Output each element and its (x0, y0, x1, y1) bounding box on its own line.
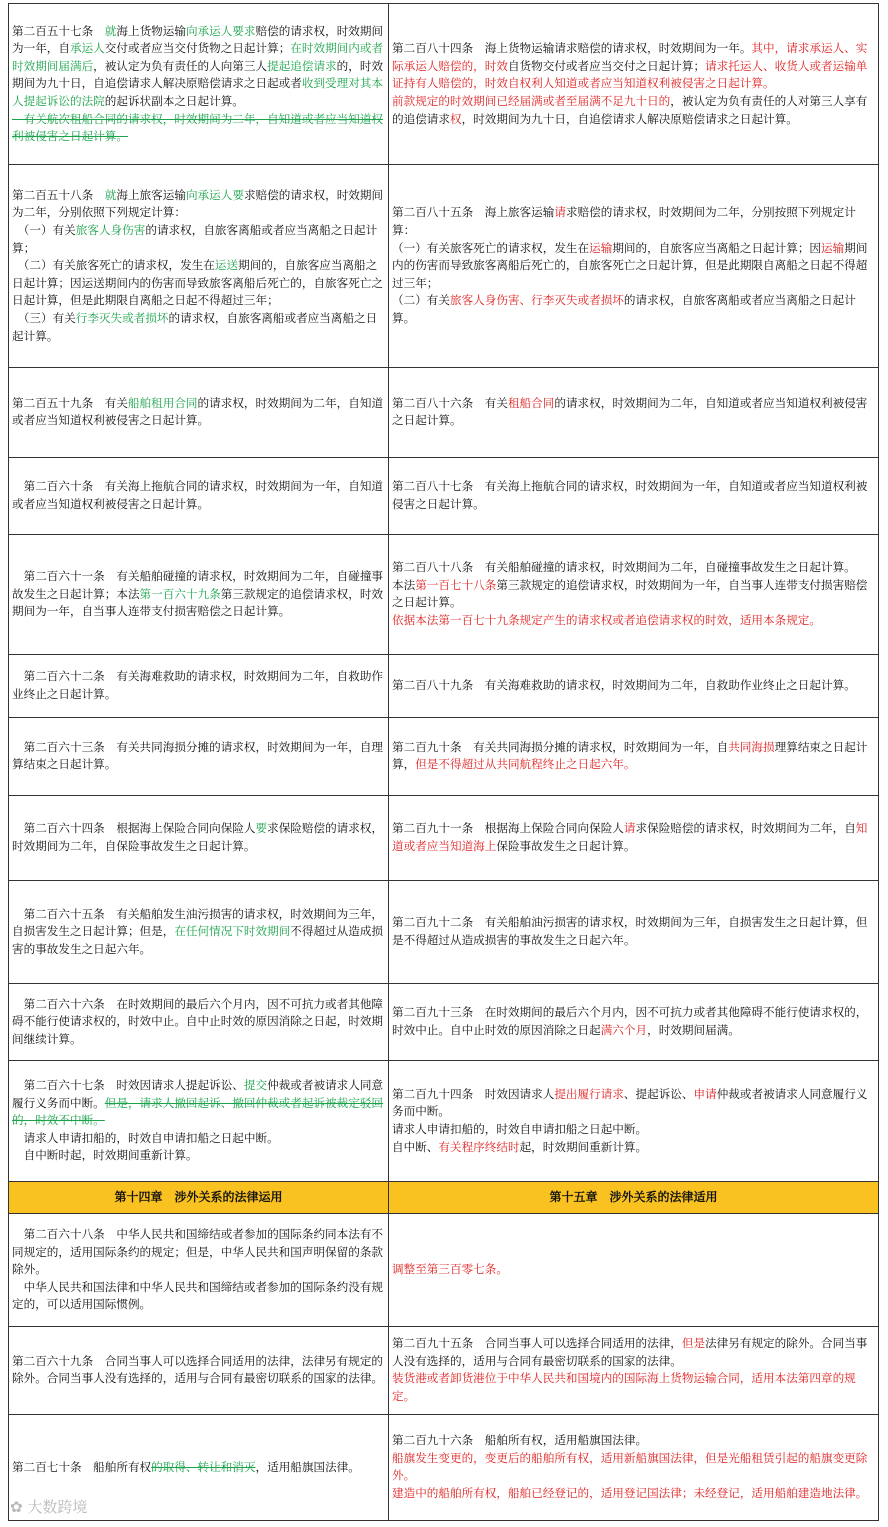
text-run: 第二百五十九条 有关 (12, 395, 128, 410)
text-run: 第二百八十九条 有关海难救助的请求权，时效期间为二年，自救助作业终止之日起计算。 (392, 678, 856, 693)
text-run: 调整至第三百零七条。 (392, 1262, 508, 1277)
paragraph (12, 1077, 385, 1130)
text-run: 第一百七十八条 (415, 577, 497, 592)
text-run: 起，时效期间重新计算。 (519, 1139, 648, 1154)
text-run: 第二百九十二条 有关船舶油污损害的请求权，时效期间为三年，自损害发生之日起计算，但是不得超过从造成损害的事故发生之日起六年。 (392, 915, 868, 947)
text-run: 第二百五十七条 (12, 23, 105, 38)
table-row (9, 457, 879, 535)
text-run: 第一百六十九条 (139, 586, 221, 601)
paragraph (12, 1130, 385, 1148)
paragraph (392, 1261, 875, 1279)
text-run: （二）有关 (392, 293, 450, 308)
new-article-cell (389, 718, 879, 796)
text-run: 保险事故发生之日起计算。 (496, 839, 636, 854)
text-run: 请 (623, 821, 636, 836)
text-run: 的取得、转让和消灭 (151, 1459, 256, 1474)
paragraph (392, 1004, 875, 1039)
paragraph (12, 1279, 385, 1314)
text-run: 旅客人身伤害 (75, 223, 146, 238)
paragraph (392, 612, 875, 630)
text-run: 船舶租用合同 (127, 395, 198, 410)
paragraph (12, 568, 385, 621)
paragraph (12, 310, 385, 345)
old-article-cell (9, 165, 389, 367)
text-run: 第二百九十四条 时效因请求人 (392, 1086, 555, 1101)
paragraph (392, 1432, 875, 1450)
text-run: 的起诉状副本之日起计算。 (104, 93, 244, 108)
text-run: 第二百八十八条 有关船舶碰撞的请求权，时效期间为二年，自碰撞事故发生之日起计算。 (392, 560, 856, 575)
text-run: 的请求权，时效期间为二年，自知道或者应当知道权利被侵害之日起计算。 (12, 395, 384, 428)
text-run: 海上货物运输 (116, 23, 186, 38)
text-run: 期间的，自旅客应当离船之日起计算；因 (612, 240, 822, 255)
text-run: 第二百六十一条 有关船舶碰撞的请求权，时效期间为二年，自碰撞事故发生之日起计算；本法 (12, 569, 384, 601)
text-run: 自货物交付或者应当交付之日起计算； (507, 58, 706, 73)
table-row (9, 1061, 879, 1182)
old-article-cell (9, 983, 389, 1061)
paragraph (392, 559, 875, 577)
text-run: 第二百六十六条 在时效期间的最后六个月内，因不可抗力或者其他障碍不能行使请求权的，时效中止。自中止时效的原因消除之日起，时效期间继续计算。 (12, 996, 384, 1046)
old-article-cell (9, 795, 389, 881)
text-run: 请求人申请扣船的，时效自申请扣船之日起中断。 (12, 1130, 279, 1145)
text-run: 第二百九十三条 在时效期间的最后六个月内，因不可抗力或者其他障碍不能行使请求权的，时效中止。自中止时效的原因消除之日起 (392, 1005, 868, 1037)
text-run: 交付或者应当交付货物之日起计算； (104, 41, 291, 56)
text-run: 求保险赔偿的请求权，时效期间为二年，自保险事故发生之日起计算。 (12, 821, 384, 854)
text-run: 的请求权，自旅客离船或者应当离船之日起计算。 (12, 311, 378, 343)
text-run: 向承运人要 (185, 187, 244, 202)
old-article-cell (9, 1326, 389, 1414)
table-row (9, 1214, 879, 1326)
new-article-cell (389, 983, 879, 1061)
text-run: 承运人 (69, 41, 105, 56)
old-article-cell (9, 881, 389, 983)
text-run: 第二百六十条 有关海上拖航合同的请求权，时效期间为一年，自知道或者应当知道权利被侵害之日起计算。 (12, 479, 384, 511)
paragraph (392, 40, 875, 93)
text-run: （二）有关旅客死亡的请求权，发生在 (12, 258, 215, 273)
text-run: 本法 (392, 577, 416, 592)
text-run: 期间内的伤害而导致旅客离船后死亡的，自旅客死亡之日起计算，但是此期限自离船之日起不得超过三年； (392, 240, 868, 290)
text-run: 满六个月 (600, 1022, 648, 1037)
table-row (9, 795, 879, 881)
paragraph (12, 222, 385, 257)
text-run: 第二百六十四条 根据海上保险合同向保险人 (12, 821, 256, 836)
text-run: 建造中的船舶所有权，船舶已经登记的，适用登记国法律；未经登记，适用船舶建造地法律。 (392, 1485, 868, 1500)
text-run: 求赔偿的请求权，时效期间为二年，分别依照下列规定计算： (12, 187, 384, 220)
new-article-cell (389, 881, 879, 983)
new-article-cell (389, 1214, 879, 1326)
comparison-table (8, 3, 879, 1521)
old-article-cell (9, 4, 389, 165)
text-run: 前款规定的时效期间已经届满或者至届满不足九十日的 (392, 93, 671, 108)
text-run: 第二百六十二条 有关海难救助的请求权，时效期间为二年，自救助作业终止之日起计算。 (12, 669, 384, 701)
paragraph (12, 1459, 385, 1477)
table-row (9, 367, 879, 457)
paragraph (392, 914, 875, 949)
text-run: 海上旅客运输 (116, 187, 186, 202)
paragraph (392, 204, 875, 239)
text-run: 装货港或者卸货港位于中华人民共和国境内的国际海上货物运输合同，适用本法第四章的规定。 (392, 1371, 856, 1403)
paragraph (392, 739, 875, 774)
text-run: 要 (255, 821, 268, 836)
new-article-cell (389, 1061, 879, 1182)
paragraph (392, 820, 875, 855)
paragraph (12, 395, 385, 430)
text-run: 第二百六十九条 合同当事人可以选择合同适用的法律，法律另有规定的除外。合同当事人没有选择的，适用与合同有最密切联系的国家的法律。 (12, 1353, 384, 1386)
paragraph (392, 1450, 875, 1485)
table-row (9, 4, 879, 165)
text-run: （三）有关 (12, 311, 76, 325)
new-article-cell (389, 795, 879, 881)
paragraph (392, 1139, 875, 1157)
text-run: ，时效期间为九十日，自追偿请求人解决原赔偿请求之日起计算。 (461, 111, 798, 126)
text-run: 第二百六十七条 时效因请求人提起诉讼、 (12, 1077, 244, 1092)
paragraph (392, 1121, 875, 1139)
text-run: 的请求权，自旅客离船或者应当离船之日起计算； (12, 223, 378, 255)
text-run: 第二百八十七条 有关海上拖航合同的请求权，时效期间为一年，自知道或者应当知道权利被侵害之日起计算。 (392, 479, 868, 511)
text-run: ，被认定为负有责任的人对第三人享有的追偿请求 (392, 93, 868, 126)
text-run: 收到受理对其本人提起诉讼的法院 (12, 76, 384, 108)
new-article-cell (389, 654, 879, 717)
text-run: 申请 (693, 1086, 717, 1101)
new-article-cell (389, 1414, 879, 1520)
new-article-cell (389, 457, 879, 535)
paragraph (12, 1353, 385, 1388)
text-run: 运输 (589, 240, 613, 255)
text-run: 请求人申请扣船的，时效自申请扣船之日起中断。 (392, 1121, 648, 1136)
paragraph (392, 677, 875, 695)
text-run: ，时效期间届满。 (647, 1022, 740, 1037)
paragraph (392, 1335, 875, 1370)
text-run: 法律另有规定的除外。合同当事人没有选择的，适用与合同有最密切联系的国家的法律。 (392, 1336, 868, 1368)
text-run: 但是，请求人撤回起诉、撤回仲裁或者起诉被裁定驳回的，时效不中断。 (12, 1095, 384, 1128)
text-run: 第二百六十八条 中华人民共和国缔结或者参加的国际条约同本法有不同规定的，适用国际条约的规定；但是，中华人民共和国声明保留的条款除外。 (12, 1227, 384, 1277)
paragraph (392, 1485, 875, 1503)
text-run: 第二百五十八条 (12, 187, 105, 202)
text-run: 第二百九十一条 根据海上保险合同向保险人 (392, 821, 624, 836)
text-run: 不得超过从造成损害的事故发生之日起六年。 (12, 924, 384, 956)
table-row (9, 165, 879, 367)
paragraph (12, 1147, 385, 1165)
text-run: 共同海损 (728, 739, 775, 754)
text-run: 提出履行请求 (554, 1086, 624, 1101)
paragraph (392, 1370, 875, 1405)
text-run: 的请求权，时效期间为二年，自知道或者应当知道权利被侵害之日起计算。 (392, 395, 868, 428)
old-article-cell (9, 457, 389, 535)
paragraph (12, 996, 385, 1049)
text-run: 第十四章 涉外关系的法律运用 (114, 1189, 283, 1204)
table-row (9, 1326, 879, 1414)
text-run: 权 (449, 111, 462, 126)
paragraph (392, 292, 875, 327)
old-article-cell (9, 367, 389, 457)
text-run: 仲裁或者被请求人同意履行义务而中断。 (392, 1086, 868, 1119)
chapter-header-row (9, 1181, 879, 1214)
old-article-cell (9, 718, 389, 796)
text-run: 第二百八十五条 海上旅客运输 (392, 205, 555, 220)
paragraph (392, 240, 875, 293)
text-run: 行李灭失或者损坏 (75, 311, 169, 325)
table-row (9, 535, 879, 655)
table-row (9, 881, 879, 983)
text-run: 在时效期间内或者时效期间届满后 (12, 41, 384, 73)
text-run: 旅客人身伤害、行李灭失或者损坏 (449, 293, 624, 308)
old-article-cell (9, 654, 389, 717)
text-run: 就 (104, 23, 117, 38)
table-row (9, 1414, 879, 1520)
new-article-cell (389, 367, 879, 457)
text-run: 的，时效期间为九十日，自追偿请求人解决原赔偿请求之日起或者 (12, 58, 384, 91)
text-run: 运送 (214, 258, 239, 273)
paragraph (12, 187, 385, 222)
text-run: 提起追偿请求 (267, 58, 337, 73)
text-run: 提交 (243, 1077, 268, 1092)
text-run: 第三款规定的追偿请求权，时效期间为一年，自当事人连带支付损害赔偿之日起计算。 (12, 586, 384, 619)
paragraph (12, 906, 385, 959)
text-run: 、提起诉讼、 (623, 1086, 694, 1101)
text-run: 在任何情况下时效期间 (174, 924, 291, 939)
text-run: 赔偿的请求权，时效期间为一年，自 (12, 23, 384, 56)
text-run: 第三款规定的追偿请求权，时效期间为一年，自当事人连带支付损害赔偿之日起计算。 (392, 577, 868, 610)
text-run: 的请求权，自旅客离船或者应当离船之日起计算。 (392, 293, 856, 325)
new-chapter-header (389, 1181, 879, 1214)
text-run: 求赔偿的请求权，时效期间为二年，分别按照下列规定计算： (392, 205, 856, 238)
old-chapter-header (9, 1181, 389, 1214)
text-run: 但是 (681, 1336, 706, 1351)
paragraph (12, 820, 385, 855)
paragraph (12, 1226, 385, 1279)
paragraph (12, 668, 385, 703)
paragraph (12, 1189, 385, 1207)
text-run: 第二百九十五条 合同当事人可以选择合同适用的法律， (392, 1336, 682, 1351)
text-run: 自中断时起，时效期间重新计算。 (12, 1148, 198, 1163)
paragraph (12, 23, 385, 111)
watermark-text: 大数跨境 (27, 1498, 88, 1516)
text-run: ，被认定为负有责任的人向第三人 (93, 58, 268, 73)
text-run: 就 (104, 187, 117, 202)
text-run: 租船合同 (507, 395, 555, 410)
paragraph (12, 478, 385, 513)
paragraph (392, 1086, 875, 1121)
text-run: 知道或者应当知道海上 (392, 821, 868, 854)
text-run: （一）有关 (12, 223, 76, 238)
text-run: 仲裁或者被请求人同意履行义务而中断。 (12, 1077, 384, 1110)
text-run: 请求托运人、收货人或者运输单证持有人赔偿的，时效自权利人知道或者应当知道权利被侵害之日起计算。 (392, 58, 868, 91)
paragraph (12, 257, 385, 310)
text-run: 有关航次租船合同的请求权，时效期间为二年，自知道或者应当知道权利被侵害之日起计算。 (12, 111, 384, 144)
text-run: 第二百八十四条 海上货物运输请求赔偿的请求权，时效期间为一年。 (392, 41, 752, 56)
text-run: 运输 (821, 240, 845, 255)
text-run: 中华人民共和国法律和中华人民共和国缔结或者参加的国际条约没有规定的，可以适用国际惯例。 (12, 1279, 384, 1312)
new-article-cell (389, 165, 879, 367)
text-run: （一）有关旅客死亡的请求权，发生在 (392, 240, 590, 255)
new-article-cell (389, 1326, 879, 1414)
text-run: 第二百六十五条 有关船舶发生油污损害的请求权，时效期间为三年，自损害发生之日起计算；但是， (12, 906, 384, 939)
paragraph (392, 93, 875, 128)
text-run: 自中断、 (392, 1139, 439, 1154)
text-run: 但是不得超过从共同航程终止之日起六年。 (415, 757, 636, 772)
table-row (9, 983, 879, 1061)
new-article-cell (389, 535, 879, 655)
watermark: ✿ 大数跨境 (10, 1498, 88, 1516)
text-run: 期间的，自旅客应当离船之日起计算；因运送期间内的伤害而导致旅客离船后死亡的，自旅客死亡之日起计算，但是此期限自离船之日起不得超过三年； (12, 258, 384, 308)
paragraph (392, 577, 875, 612)
text-run: 第二百七十条 船舶所有权 (12, 1459, 152, 1474)
text-run: 船旗发生变更的，变更后的船舶所有权，适用新船旗国法律，但是光船租赁引起的船旗变更除外。 (392, 1450, 868, 1483)
table-row (9, 654, 879, 717)
paragraph (392, 1189, 875, 1207)
text-run: 第二百九十条 有关共同海损分摊的请求权，时效期间为一年，自 (392, 739, 729, 754)
text-run: ，适用船旗国法律。 (255, 1459, 360, 1474)
paragraph (12, 739, 385, 774)
text-run: 请 (554, 205, 566, 220)
text-run: 依据本法第一百七十九条规定产生的请求权或者追偿请求权的时效，适用本条规定。 (392, 613, 821, 628)
text-run: 有关程序终结时 (438, 1139, 520, 1154)
old-article-cell (9, 1214, 389, 1326)
text-run: 向承运人要求 (185, 23, 256, 38)
text-run: 第二百六十三条 有关共同海损分摊的请求权，时效期间为一年，自理算结束之日起计算。 (12, 739, 384, 772)
table-row (9, 718, 879, 796)
paragraph (12, 111, 385, 146)
paragraph (392, 395, 875, 430)
new-article-cell (389, 4, 879, 165)
text-run: 第十五章 涉外关系的法律适用 (549, 1189, 718, 1204)
text-run: 第二百八十六条 有关 (392, 395, 508, 410)
text-run: 求保险赔偿的请求权，时效期间为二年，自 (635, 821, 856, 836)
text-run: 第二百九十六条 船舶所有权，适用船旗国法律。 (392, 1433, 648, 1448)
text-run: 其中，请求承运人、实际承运人赔偿的，时效 (392, 41, 868, 73)
old-article-cell (9, 1061, 389, 1182)
paragraph (392, 478, 875, 513)
text-run: 理算结束之日起计算， (392, 739, 868, 772)
old-article-cell (9, 535, 389, 655)
